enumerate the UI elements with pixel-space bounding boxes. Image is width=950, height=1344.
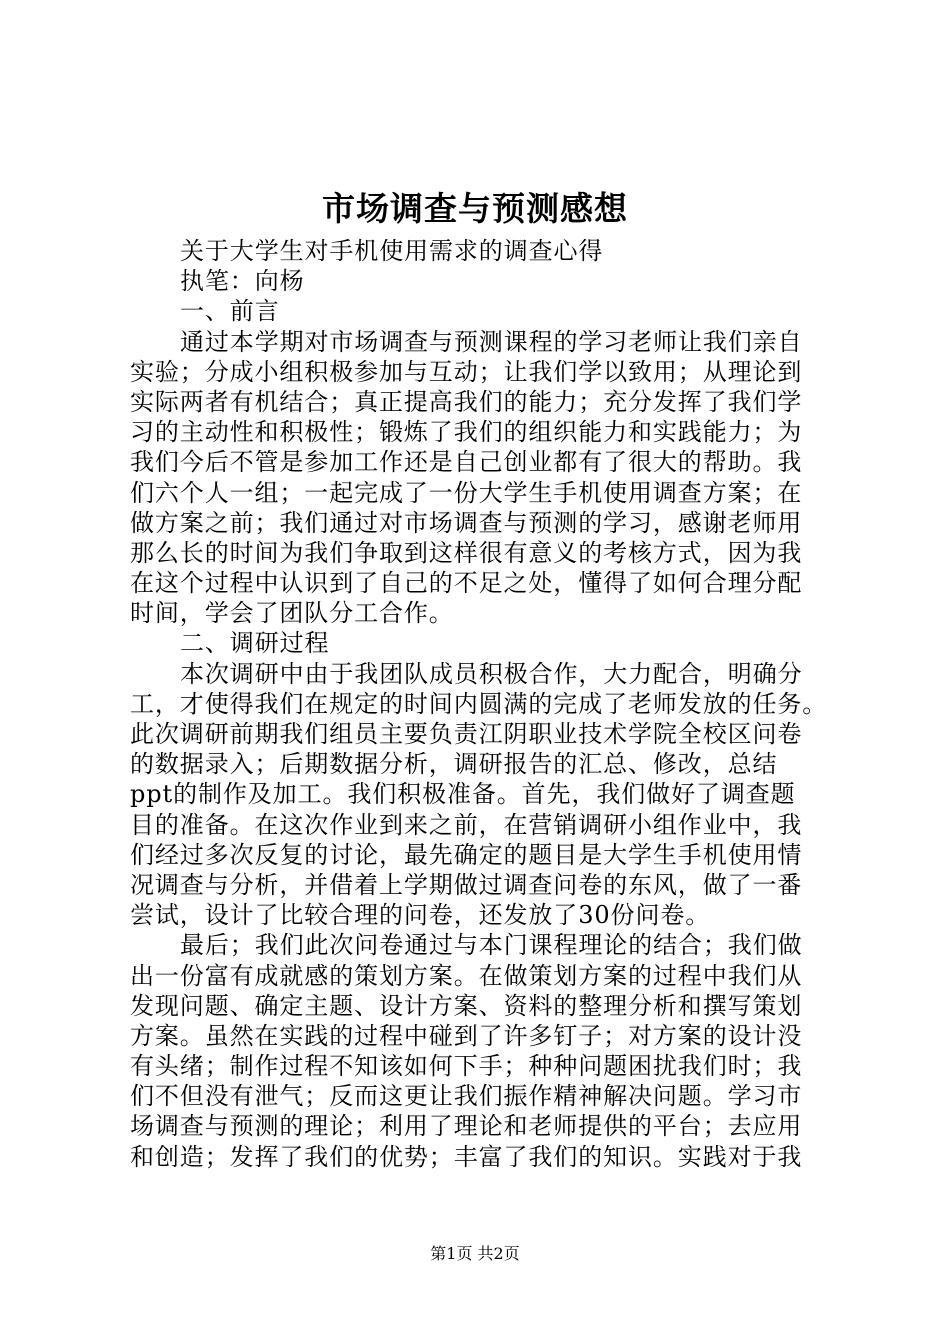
- paragraph-line: 做方案之前；我们通过对市场调查与预测的学习，感谢老师用: [130, 508, 803, 537]
- paragraph-line: 习的主动性和积极性；锻炼了我们的组织能力和实践能力；为: [130, 418, 803, 447]
- subtitle-line: 关于大学生对手机使用需求的调查心得: [180, 237, 604, 265]
- paragraph-line: 时间，学会了团队分工合作。: [130, 599, 454, 628]
- paragraph-line: 那么长的时间为我们争取到这样很有意义的考核方式，因为我: [130, 538, 803, 567]
- paragraph-line: 们经过多次反复的讨论，最先确定的题目是大学生手机使用情: [130, 840, 803, 869]
- document-body: [130, 236, 830, 1172]
- section-heading-research: 二、调研过程: [180, 629, 330, 658]
- author-line: 执笔：向杨: [180, 267, 305, 296]
- paragraph-line: 本次调研中由于我团队成员积极合作，大力配合，明确分: [180, 659, 803, 688]
- section-heading-preface: 一、前言: [180, 297, 280, 326]
- paragraph-line: ppt的制作及加工。我们积极准备。首先，我们做好了调查题: [130, 780, 796, 809]
- paragraph-line: 场调查与预测的理论；利用了理论和老师提供的平台；去应用: [130, 1112, 803, 1141]
- paragraph-line: 最后；我们此次问卷通过与本门课程理论的结合；我们做: [180, 931, 803, 960]
- paragraph-line: 目的准备。在这次作业到来之前，在营销调研小组作业中，我: [130, 810, 803, 839]
- paragraph-line: 们不但没有泄气；反而这更让我们振作精神解决问题。学习市: [130, 1082, 803, 1111]
- paragraph-line: 和创造；发挥了我们的优势；丰富了我们的知识。实践对于我: [130, 1142, 803, 1171]
- paragraph-line: 通过本学期对市场调查与预测课程的学习老师让我们亲自: [180, 327, 803, 356]
- paragraph-line: 在这个过程中认识到了自己的不足之处，懂得了如何合理分配: [130, 569, 803, 598]
- paragraph-line: 方案。虽然在实践的过程中碰到了许多钉子；对方案的设计没: [130, 1021, 803, 1050]
- paragraph-line: 尝试，设计了比较合理的问卷，还发放了30份问卷。: [130, 901, 711, 930]
- paragraph-line: 的数据录入；后期数据分析，调研报告的汇总、修改，总结: [130, 750, 778, 779]
- paragraph-line: 实验；分成小组积极参加与互动；让我们学以致用；从理论到: [130, 357, 803, 386]
- paragraph-line: 工，才使得我们在规定的时间内圆满的完成了老师发放的任务。: [130, 689, 828, 718]
- paragraph-line: 发现问题、确定主题、设计方案、资料的整理分析和撰写策划: [130, 991, 803, 1020]
- paragraph-line: 出一份富有成就感的策划方案。在做策划方案的过程中我们从: [130, 961, 803, 990]
- paragraph-line: 况调查与分析，并借着上学期做过调查问卷的东风，做了一番: [130, 870, 803, 899]
- paragraph-line: 此次调研前期我们组员主要负责江阴职业技术学院全校区问卷: [130, 720, 803, 748]
- paragraph-line: 有头绪；制作过程不知该如何下手；种种问题困扰我们时；我: [130, 1052, 803, 1081]
- document-title: 市场调查与预测感想: [322, 189, 628, 228]
- paragraph-line: 们六个人一组；一起完成了一份大学生手机使用调查方案；在: [130, 478, 803, 507]
- paragraph-line: 我们今后不管是参加工作还是自己创业都有了很大的帮助。我: [130, 448, 803, 477]
- paragraph-line: 实际两者有机结合；真正提高我们的能力；充分发挥了我们学: [130, 387, 803, 416]
- page-number-footer: 第1页 共2页: [430, 1244, 520, 1263]
